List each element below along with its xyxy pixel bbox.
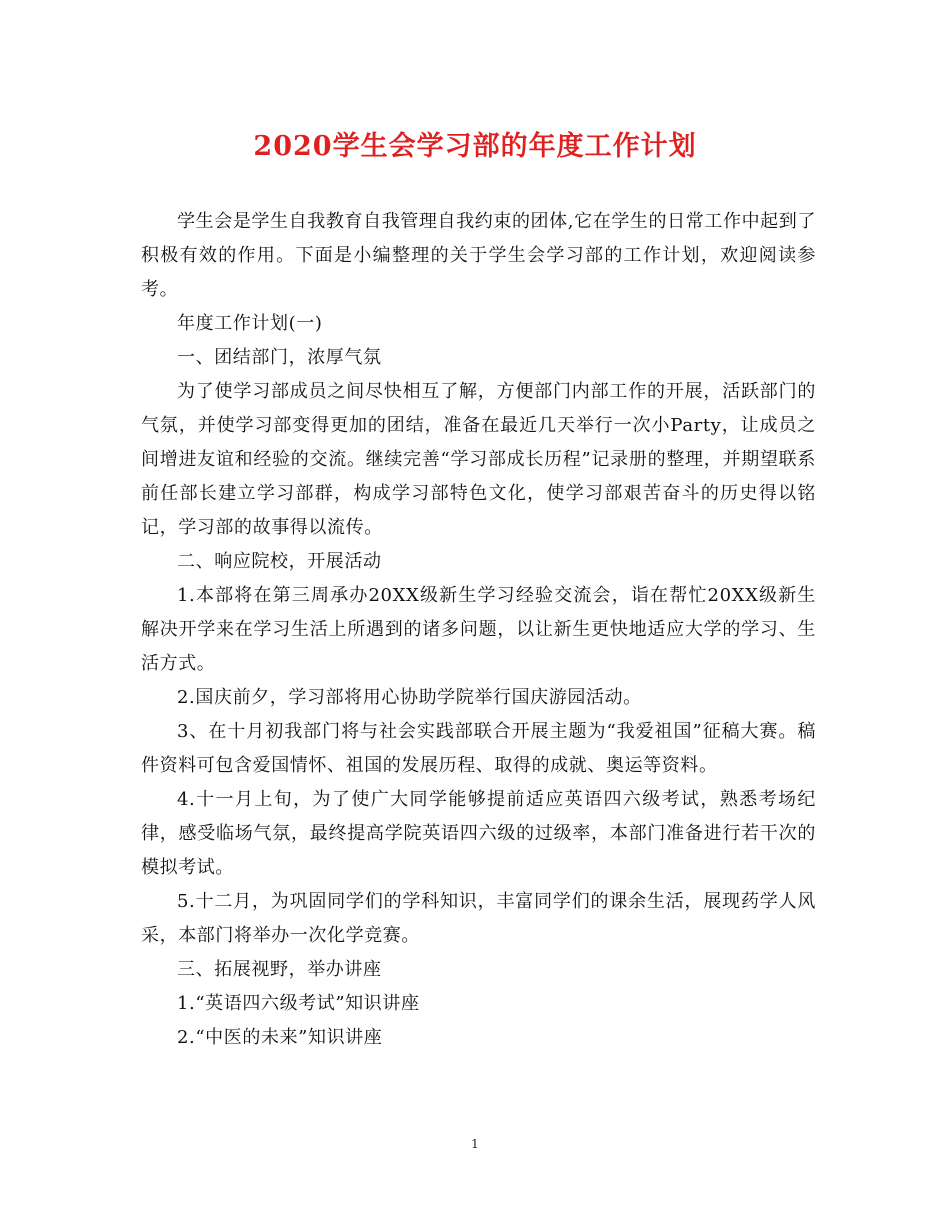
document-title: 2020学生会学习部的年度工作计划 bbox=[253, 131, 697, 162]
paragraph-unite-department: 为了使学习部成员之间尽快相互了解，方便部门内部工作的开展，活跃部门的气氛，并使学习部变得更加的团结，准备在最近几天举行一次小Party，让成员之间增进友谊和经验的交流。继续完善“学习部成长历程”记录册的整理，并期望联系前任部长建立学习部群，构成学习部特色文化，使学习部艰苦奋斗的历史得以铭记，学习部的故事得以流传。 bbox=[141, 381, 816, 538]
activity-item-4: 4.十一月上旬，为了使广大同学能够提前适应英语四六级考试，熟悉考场纪律，感受临场气氛，最终提高学院英语四六级的过级率，本部门准备进行若干次的模拟考试。 bbox=[141, 789, 816, 878]
intro-paragraph: 学生会是学生自我教育自我管理自我约束的团体,它在学生的日常工作中起到了积极有效的作用。下面是小编整理的关于学生会学习部的工作计划，欢迎阅读参考。 bbox=[141, 211, 816, 300]
lecture-item-2: 2.“中医的未来”知识讲座 bbox=[177, 1027, 383, 1048]
activity-item-3: 3、在十月初我部门将与社会实践部联合开展主题为“我爱祖国”征稿大赛。稿件资料可包含爱国情怀、祖国的发展历程、取得的成就、奥运等资料。 bbox=[141, 721, 816, 776]
section-heading-lectures: 三、拓展视野，举办讲座 bbox=[177, 959, 382, 980]
lecture-item-1: 1.“英语四六级考试”知识讲座 bbox=[177, 993, 420, 1014]
document-body bbox=[141, 205, 816, 1055]
activity-item-1: 1.本部将在第三周承办20XX级新生学习经验交流会，诣在帮忙20XX级新生解决开学来在学习生活上所遇到的诸多问题，以让新生更快地适应大学的学习、生活方式。 bbox=[141, 585, 816, 674]
plan-heading: 年度工作计划(一) bbox=[177, 313, 323, 334]
section-heading-unite-department: 一、团结部门，浓厚气氛 bbox=[177, 347, 382, 368]
page-number: 1 bbox=[471, 1137, 479, 1151]
activity-item-5: 5.十二月，为巩固同学们的学科知识，丰富同学们的课余生活，展现药学人风采，本部门将举办一次化学竞赛。 bbox=[141, 891, 816, 946]
section-heading-activities: 二、响应院校，开展活动 bbox=[177, 551, 382, 572]
activity-item-2: 2.国庆前夕，学习部将用心协助学院举行国庆游园活动。 bbox=[177, 687, 642, 708]
